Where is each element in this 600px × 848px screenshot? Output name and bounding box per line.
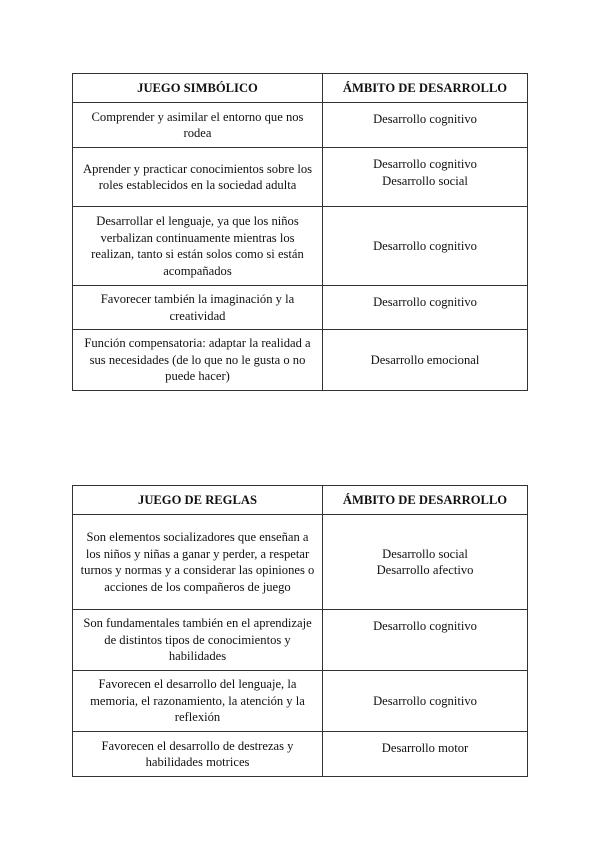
row-description: Aprender y practicar conocimientos sobre los roles establecidos en la sociedad adulta bbox=[73, 148, 323, 207]
column-header-play-type: JUEGO DE REGLAS bbox=[73, 486, 323, 515]
row-development-area bbox=[323, 671, 528, 732]
table-row bbox=[73, 148, 528, 207]
row-development-area bbox=[323, 515, 528, 610]
column-header-development-area: ÁMBITO DE DESARROLLO bbox=[323, 486, 528, 515]
row-development-area bbox=[323, 103, 528, 148]
row-development-area bbox=[323, 732, 528, 777]
table-row bbox=[73, 732, 528, 777]
table-row bbox=[73, 671, 528, 732]
table-row bbox=[73, 330, 528, 391]
column-header-play-type: JUEGO SIMBÓLICO bbox=[73, 74, 323, 103]
development-area-label: Desarrollo cognitivo bbox=[373, 619, 477, 633]
symbolic-play-table bbox=[72, 73, 528, 391]
development-area-label: Desarrollo cognitivo bbox=[373, 112, 477, 126]
table-row bbox=[73, 515, 528, 610]
table-row bbox=[73, 207, 528, 286]
development-area-label: Desarrollo cognitivo bbox=[373, 157, 477, 171]
development-area-label: Desarrollo social bbox=[382, 173, 468, 188]
table-row bbox=[73, 103, 528, 148]
row-development-area bbox=[323, 148, 528, 207]
row-description: Desarrollar el lenguaje, ya que los niños verbalizan continuamente mientras los realizan, tanto si están solos como si están acompañados bbox=[73, 207, 323, 286]
rules-play-table bbox=[72, 485, 528, 777]
development-area-label: Desarrollo cognitivo bbox=[373, 238, 477, 253]
development-area-label: Desarrollo afectivo bbox=[376, 563, 474, 577]
column-header-development-area: ÁMBITO DE DESARROLLO bbox=[323, 74, 528, 103]
development-area-label: Desarrollo cognitivo bbox=[373, 295, 477, 309]
row-description: Favorecen el desarrollo de destrezas y habilidades motrices bbox=[73, 732, 323, 777]
row-description: Favorecen el desarrollo del lenguaje, la memoria, el razonamiento, la atención y la reflexión bbox=[73, 671, 323, 732]
development-area-label: Desarrollo social bbox=[382, 546, 468, 561]
table-row bbox=[73, 610, 528, 671]
development-area-label: Desarrollo emocional bbox=[370, 352, 480, 367]
row-description: Son elementos socializadores que enseñan a los niños y niñas a ganar y perder, a respetar turnos y normas y a considerar las opiniones o acciones de los compañeros de juego bbox=[73, 515, 323, 610]
row-description: Comprender y asimilar el entorno que nos rodea bbox=[73, 103, 323, 148]
development-area-label: Desarrollo motor bbox=[381, 741, 469, 755]
row-description: Favorecer también la imaginación y la creatividad bbox=[73, 286, 323, 330]
row-development-area bbox=[323, 286, 528, 330]
row-development-area bbox=[323, 330, 528, 391]
table-header-row bbox=[73, 74, 528, 103]
development-area-label: Desarrollo cognitivo bbox=[373, 693, 477, 708]
row-description: Función compensatoria: adaptar la realidad a sus necesidades (de lo que no le gusta o no puede hacer) bbox=[73, 330, 323, 391]
row-description: Son fundamentales también en el aprendizaje de distintos tipos de conocimientos y habilidades bbox=[73, 610, 323, 671]
row-development-area bbox=[323, 207, 528, 286]
row-development-area bbox=[323, 610, 528, 671]
table-header-row bbox=[73, 486, 528, 515]
table-row bbox=[73, 286, 528, 330]
